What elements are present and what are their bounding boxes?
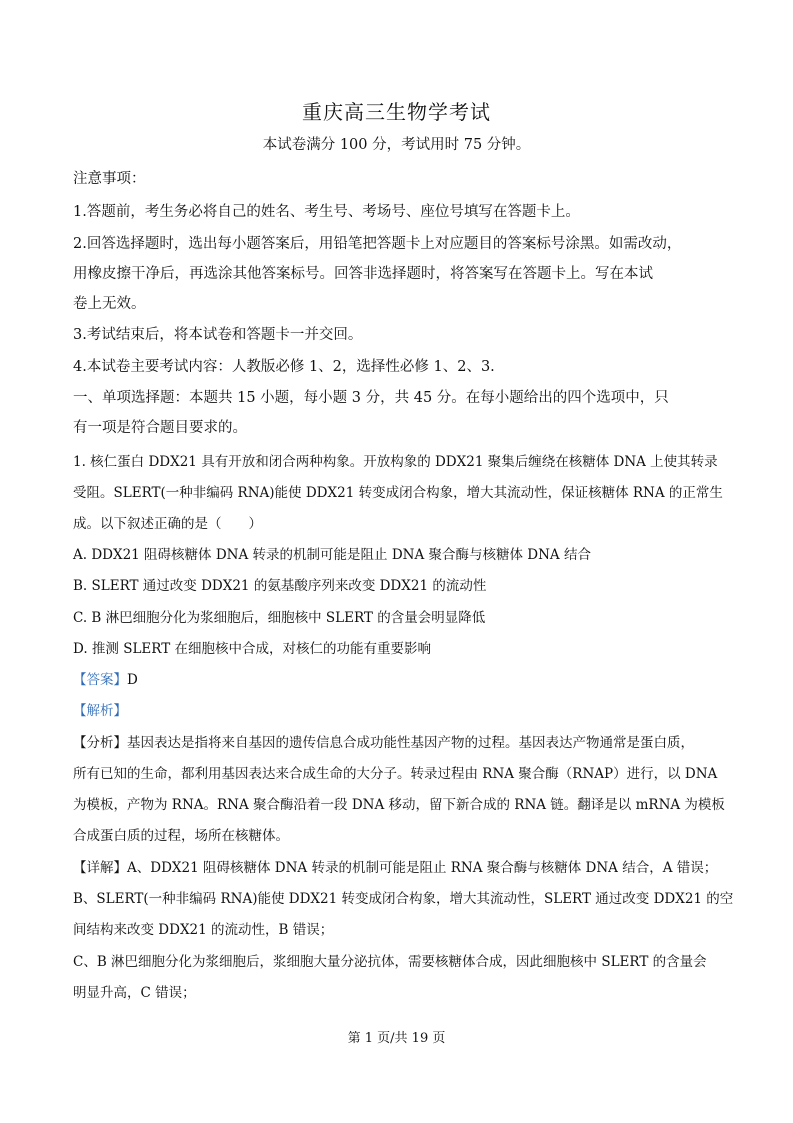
exam-info: 本试卷满分 100 分，考试用时 75 分钟。 [262, 137, 531, 153]
xiangjie-line-1 [73, 856, 717, 876]
notes-heading: 注意事项： [73, 171, 146, 187]
note-item-2-line-2: 用橡皮擦干净后，再选涂其他答案标号。回答非选择题时，将答案写在答题卡上。写在本试 [73, 266, 653, 282]
xiangjie-line-4: C、B 淋巴细胞分化为浆细胞后，浆细胞大量分泌抗体，需要核糖体合成，因此细胞核中 SLERT 的含量会 [73, 954, 707, 970]
question-stem-line-2: 受阻。SLERT(一种非编码 RNA)能使 DDX21 转变成闭合构象，增大其流动性，保证核糖体 RNA 的正常生 [73, 485, 723, 501]
analysis-label: 【解析】 [73, 703, 127, 719]
question-stem-line-1: 1. 核仁蛋白 DDX21 具有开放和闭合两种构象。开放构象的 DDX21 聚集后缠绕在核糖体 DNA 上使其转录 [73, 454, 718, 470]
xiangjie-label: 【详解】 [73, 860, 127, 876]
xiangjie-line-2: B、SLERT(一种非编码 RNA)能使 DDX21 转变成闭合构象，增大其流动性，SLERT 通过改变 DDX21 的空 [73, 891, 734, 907]
fenxi-text-1: 基因表达是指将来自基因的遗传信息合成功能性基因产物的过程。基因表达产物通常是蛋白质， [127, 735, 694, 751]
fenxi-line-3: 为模板，产物为 RNA。RNA 聚合酶沿着一段 DNA 移动，留下新合成的 RNA 链。翻译是以 mRNA 为模板 [73, 797, 725, 813]
answer-label: 【答案】 [73, 672, 127, 688]
fenxi-label: 【分析】 [73, 735, 127, 751]
note-item-2-line-3: 卷上无效。 [73, 296, 146, 312]
section-heading-line-1: 一、单项选择题：本题共 15 小题，每小题 3 分，共 45 分。在每小题给出的四个选项中，只 [73, 390, 669, 406]
option-a: A. DDX21 阻碍核糖体 DNA 转录的机制可能是阻止 DNA 聚合酶与核糖体 DNA 结合 [73, 547, 591, 563]
note-item-2-line-1: 2.回答选择题时，选出每小题答案后，用铅笔把答题卡上对应题目的答案标号涂黑。如需改动， [73, 236, 682, 252]
xiangjie-line-3: 间结构来改变 DDX21 的流动性，B 错误； [73, 922, 334, 938]
xiangjie-text-1: A、DDX21 阻碍核糖体 DNA 转录的机制可能是阻止 RNA 聚合酶与核糖体 DNA 结合，A 错误； [127, 860, 718, 876]
xiangjie-line-5: 明显升高，C 错误； [73, 985, 196, 1001]
note-item-1: 1.答题前，考生务必将自己的姓名、考生号、考场号、座位号填写在答题卡上。 [73, 204, 580, 220]
question-stem-line-3: 成。以下叙述正确的是（ ） [73, 516, 262, 532]
section-heading-line-2: 有一项是符合题目要求的。 [73, 420, 247, 436]
option-d: D. 推测 SLERT 在细胞核中合成，对核仁的功能有重要影响 [73, 641, 432, 657]
fenxi-line-4: 合成蛋白质的过程，场所在核糖体。 [73, 828, 289, 844]
page-number: 第 1 页/共 19 页 [347, 1031, 446, 1046]
fenxi-line-2: 所有已知的生命，都利用基因表达来合成生命的大分子。转录过程由 RNA 聚合酶（RNAP）进行，以 DNA [73, 766, 718, 782]
page-title: 重庆高三生物学考试 [302, 100, 491, 124]
option-c: C. B 淋巴细胞分化为浆细胞后，细胞核中 SLERT 的含量会明显降低 [73, 610, 486, 626]
answer-line [73, 668, 138, 688]
option-b: B. SLERT 通过改变 DDX21 的氨基酸序列来改变 DDX21 的流动性 [73, 578, 487, 594]
fenxi-line-1 [73, 731, 694, 751]
note-item-3: 3.考试结束后，将本试卷和答题卡一并交回。 [73, 327, 363, 343]
answer-value: D [127, 672, 138, 688]
note-item-4: 4.本试卷主要考试内容：人教版必修 1、2，选择性必修 1、2、3. [73, 359, 495, 375]
analysis-heading [73, 699, 127, 719]
